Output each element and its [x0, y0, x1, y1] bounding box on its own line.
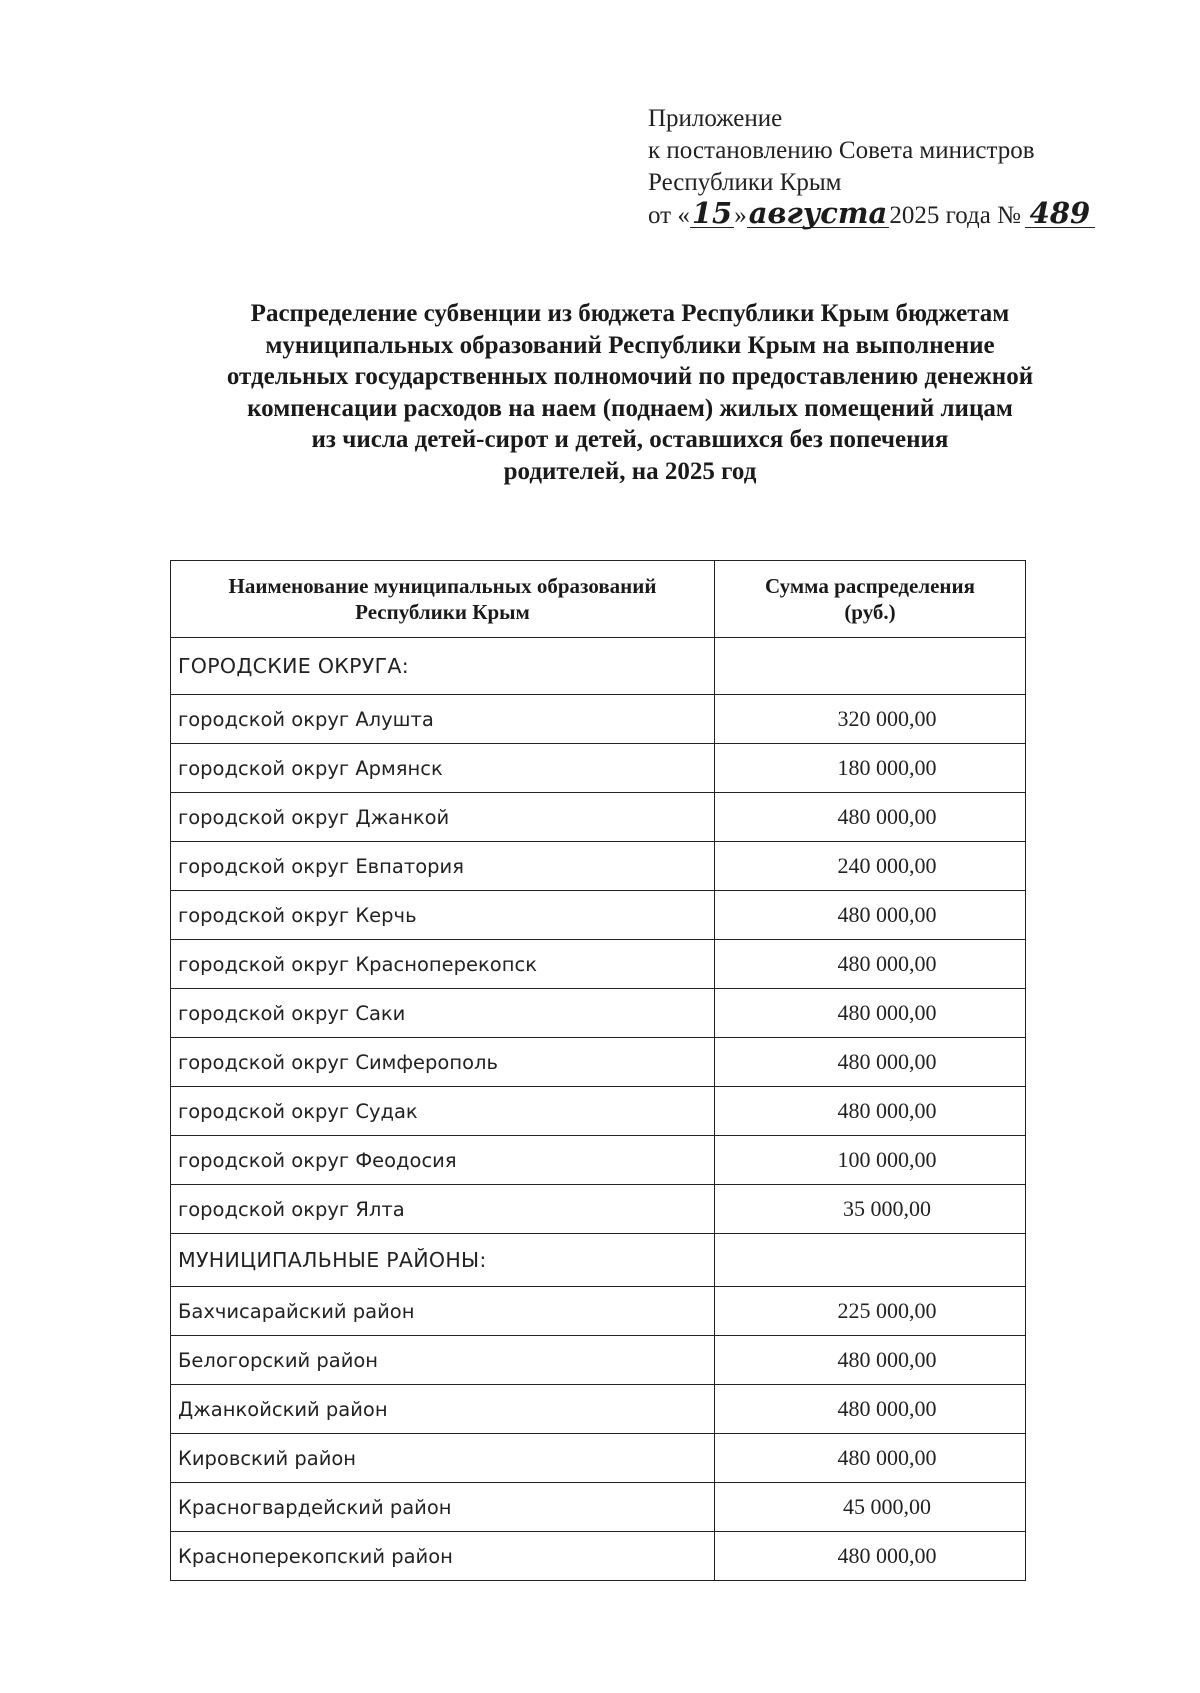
municipality-name: городской округ Армянск: [171, 744, 715, 793]
handwritten-decree-number: 489: [1025, 199, 1095, 228]
table-row: [171, 793, 1026, 842]
section-name: МУНИЦИПАЛЬНЫЕ РАЙОНЫ:: [171, 1234, 715, 1287]
municipality-name: городской округ Алушта: [171, 695, 715, 744]
document-title: [150, 298, 1110, 487]
title-line: Распределение субвенции из бюджета Республики Крым бюджетам: [250, 300, 1010, 327]
table-row: [171, 1136, 1026, 1185]
municipality-name: городской округ Евпатория: [171, 842, 715, 891]
section-sum: [715, 638, 1026, 695]
distribution-sum: 480 000,00: [715, 1385, 1026, 1434]
header-sum-line: (руб.): [844, 600, 896, 624]
distribution-sum: 480 000,00: [715, 1038, 1026, 1087]
handwritten-month: августа: [748, 196, 888, 230]
title-line: родителей, на 2025 год: [503, 457, 757, 485]
distribution-sum: 480 000,00: [715, 1336, 1026, 1385]
municipality-name: Джанкойский район: [171, 1385, 715, 1434]
municipality-name: Кировский район: [171, 1434, 715, 1483]
municipality-name: Белогорский район: [171, 1336, 715, 1385]
table-row: [171, 1087, 1026, 1136]
municipality-name: городской округ Симферополь: [171, 1038, 715, 1087]
table-row: [171, 891, 1026, 940]
appendix-date-line: [648, 196, 1095, 232]
appendix-header: [648, 103, 1095, 232]
distribution-table: [170, 560, 1026, 1581]
table-row: [171, 695, 1026, 744]
table-row: [171, 1185, 1026, 1234]
municipality-name: Красногвардейский район: [171, 1483, 715, 1532]
table-row: [171, 1385, 1026, 1434]
table-row: [171, 1434, 1026, 1483]
table-row: [171, 842, 1026, 891]
table-row: [171, 1532, 1026, 1581]
distribution-sum: 180 000,00: [715, 744, 1026, 793]
section-sum: [715, 1234, 1026, 1287]
date-separator: »: [734, 202, 747, 229]
table-header-row: [171, 561, 1026, 638]
section-name: ГОРОДСКИЕ ОКРУГА:: [171, 638, 715, 695]
distribution-sum: 240 000,00: [715, 842, 1026, 891]
municipality-name: городской округ Ялта: [171, 1185, 715, 1234]
header-name-line: Наименование муниципальных образований: [228, 574, 657, 598]
distribution-sum: 320 000,00: [715, 695, 1026, 744]
table-row: [171, 744, 1026, 793]
table-row: [171, 989, 1026, 1038]
distribution-sum: 480 000,00: [715, 989, 1026, 1038]
distribution-sum: 480 000,00: [715, 940, 1026, 989]
distribution-sum: 480 000,00: [715, 891, 1026, 940]
appendix-decree-line: к постановлению Совета министров: [648, 137, 1035, 164]
date-prefix: от «: [648, 202, 690, 229]
municipality-name: Красноперекопский район: [171, 1532, 715, 1581]
header-sum-line: Сумма распределения: [764, 574, 975, 598]
municipality-name: городской округ Судак: [171, 1087, 715, 1136]
handwritten-day: 15: [691, 196, 733, 230]
municipality-name: городской округ Керчь: [171, 891, 715, 940]
table-row: [171, 1336, 1026, 1385]
column-header-name: [171, 561, 715, 638]
table-row: [171, 1483, 1026, 1532]
table-section-row: [171, 1234, 1026, 1287]
distribution-sum: 480 000,00: [715, 793, 1026, 842]
title-line: из числа детей-сирот и детей, оставшихся без попечения: [311, 426, 949, 453]
table-row: [171, 1038, 1026, 1087]
date-year-text: 2025 года №: [889, 202, 1021, 229]
appendix-republic-line: Республики Крым: [648, 169, 842, 196]
distribution-sum: 45 000,00: [715, 1483, 1026, 1532]
distribution-sum: 480 000,00: [715, 1532, 1026, 1581]
distribution-sum: 100 000,00: [715, 1136, 1026, 1185]
table-row: [171, 1287, 1026, 1336]
title-line: муниципальных образований Республики Крым на выполнение: [265, 331, 995, 359]
distribution-sum: 480 000,00: [715, 1087, 1026, 1136]
municipality-name: городской округ Красноперекопск: [171, 940, 715, 989]
municipality-name: городской округ Феодосия: [171, 1136, 715, 1185]
column-header-sum: [715, 561, 1026, 638]
title-line: отдельных государственных полномочий по предоставлению денежной: [226, 363, 1034, 390]
table-section-row: [171, 638, 1026, 695]
title-line: компенсации расходов на наем (поднаем) жилых помещений лицам: [247, 394, 1013, 422]
distribution-sum: 480 000,00: [715, 1434, 1026, 1483]
distribution-sum: 225 000,00: [715, 1287, 1026, 1336]
municipality-name: городской округ Саки: [171, 989, 715, 1038]
municipality-name: городской округ Джанкой: [171, 793, 715, 842]
municipality-name: Бахчисарайский район: [171, 1287, 715, 1336]
appendix-label: Приложение: [648, 105, 783, 132]
table-row: [171, 940, 1026, 989]
distribution-table-wrapper: [170, 560, 1025, 1581]
distribution-sum: 35 000,00: [715, 1185, 1026, 1234]
header-name-line: Республики Крым: [355, 600, 530, 624]
